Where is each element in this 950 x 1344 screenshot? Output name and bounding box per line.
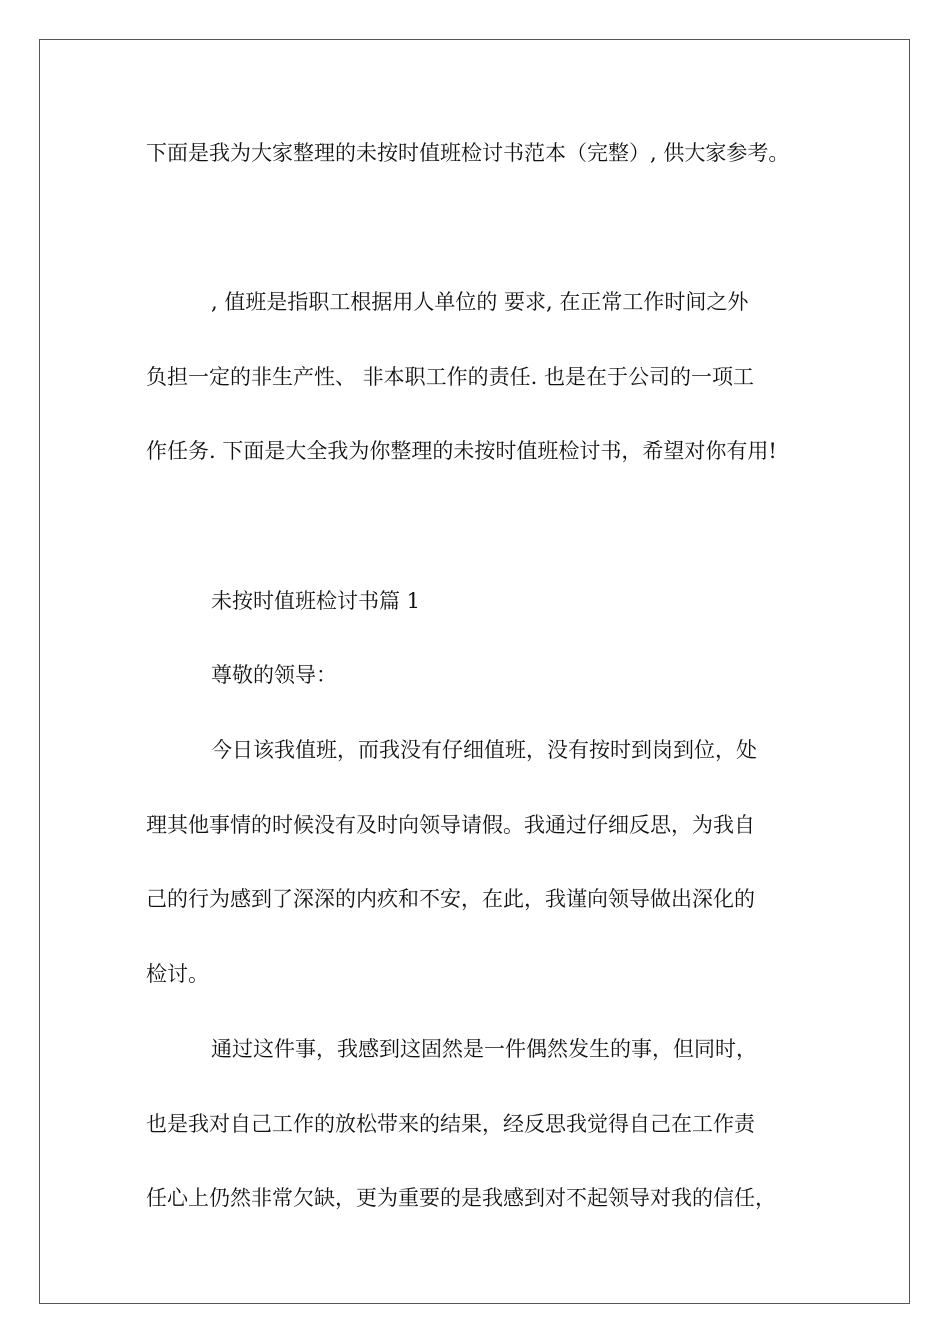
section-title: 未按时值班检讨书篇 1 [211, 589, 421, 613]
summary-line-1: , 值班是指职工根据用人单位的 要求, 在正常工作时间之外 [211, 290, 749, 314]
summary-line-2: 负担一定的非生产性、 非本职工作的责任. 也是在于公司的一项工 [146, 365, 755, 389]
paragraph-2-line-2: 也是我对自己工作的放松带来的结果，经反思我觉得自己在工作责 [146, 1112, 755, 1136]
paragraph-2-line-1: 通过这件事，我感到这固然是一件偶然发生的事，但同时， [211, 1037, 757, 1061]
paragraph-1-line-2: 理其他事情的时候没有及时向领导请假。我通过仔细反思，为我自 [146, 813, 755, 837]
paragraph-1-line-3: 己的行为感到了深深的内疚和不安，在此，我谨向领导做出深化的 [146, 887, 755, 911]
paragraph-1-line-4: 检讨。 [146, 962, 209, 986]
salutation: 尊敬的领导： [211, 663, 337, 687]
intro-line: 下面是我为大家整理的未按时值班检讨书范本（完整）, 供大家参考。 [146, 141, 790, 165]
summary-line-3: 作任务. 下面是大全我为你整理的未按时值班检讨书，希望对你有用! [146, 439, 777, 463]
paragraph-1-line-1: 今日该我值班，而我没有仔细值班，没有按时到岗到位，处 [211, 738, 757, 762]
paragraph-2-line-3: 任心上仍然非常欠缺，更为重要的是我感到对不起领导对我的信任， [146, 1186, 776, 1210]
